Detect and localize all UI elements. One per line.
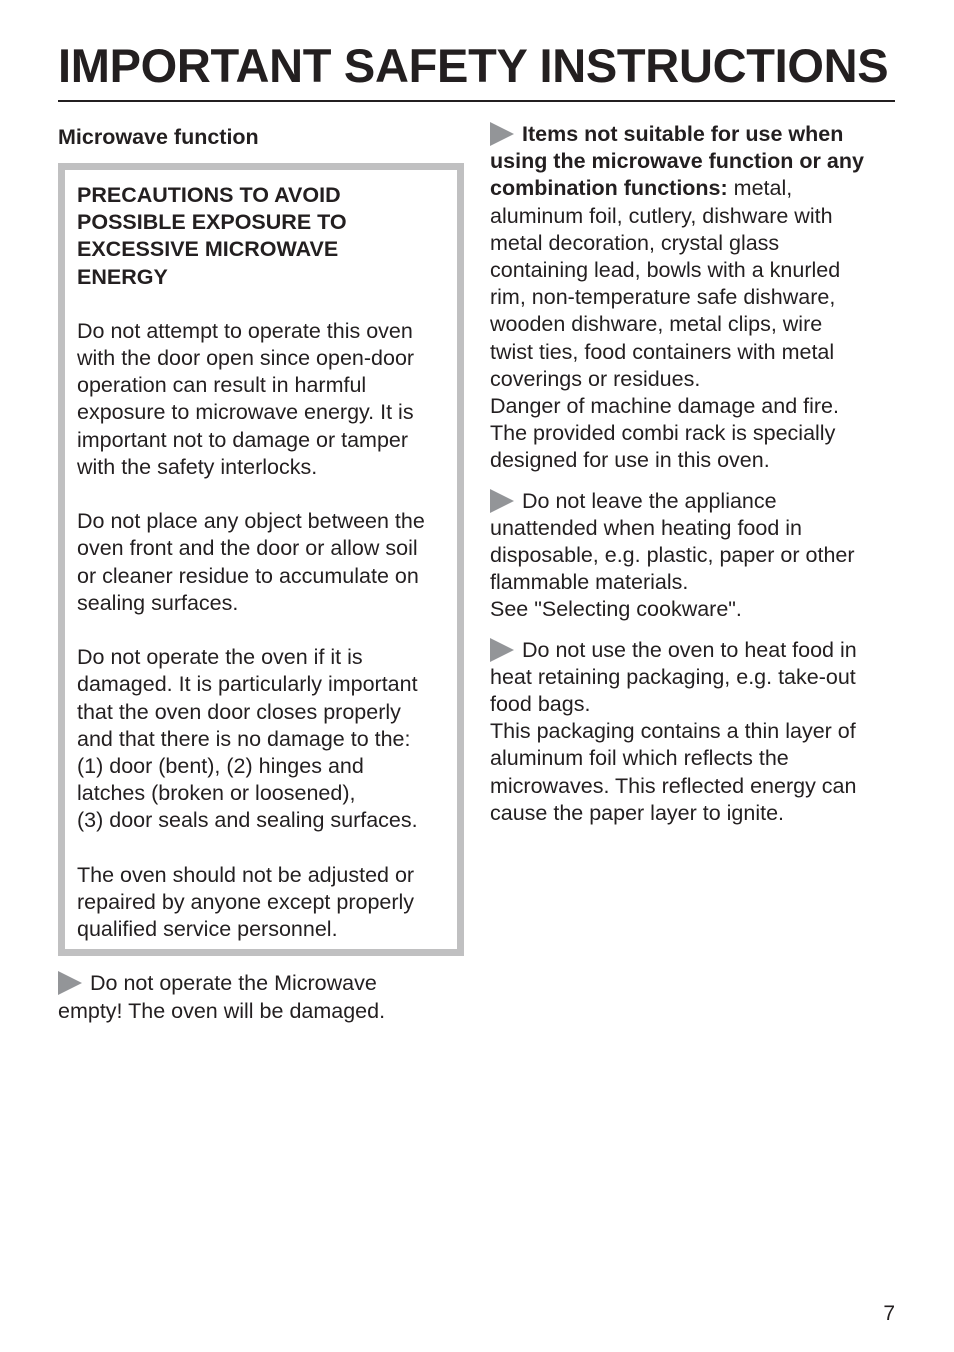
page-number: 7 (883, 1302, 895, 1325)
warning-paragraph: Do not attempt to operate this oven with the door open since open-door operation can result in harmful exposure to microwave energy. It is important not to damage or tamper with the safety interlocks. (77, 318, 415, 479)
bullet-item (490, 637, 900, 827)
bullet-text: Do not operate the Microwave empty! The oven will be damaged. (58, 971, 386, 1023)
triangle-right-icon (490, 489, 514, 513)
bullet-item (490, 488, 900, 624)
left-column (58, 121, 466, 1038)
warning-paragraph: Do not place any object between the oven front and the door or allow soil or cleaner residue to accumulate on sealing surfaces. (77, 509, 425, 615)
bullet-item (58, 970, 466, 1024)
warning-heading: PRECAUTIONS TO AVOID POSSIBLE EXPOSURE TO EXCESSIVE MICROWAVE ENERGY (77, 183, 347, 289)
triangle-right-icon (58, 971, 82, 995)
bullet-bold-lead: Items not suitable for use when using the microwave function or any combination functions: (490, 122, 864, 201)
bullet-item (490, 121, 900, 475)
bullet-text: metal, aluminum foil, cutlery, dishware with metal decoration, crystal glass containing lead, bowls with a knurled rim, non-temperature safe dishware, wooden dishware, metal clips, wire twist ties, food containers with metal coverings or residues. Danger of machine damage and fire. The provided combi rack is specially designed for use in this oven. (490, 176, 841, 473)
warning-paragraph: The oven should not be adjusted or repaired by anyone except properly qualified service personnel. (77, 862, 415, 942)
triangle-right-icon (490, 122, 514, 146)
page-title: IMPORTANT SAFETY INSTRUCTIONS (58, 39, 889, 92)
section-heading-microwave: Microwave function (58, 125, 259, 149)
triangle-right-icon (490, 638, 514, 662)
bullet-text: Do not leave the appliance unattended when heating food in disposable, e.g. plastic, paper or other flammable materials. See "Selecting cookware". (490, 488, 855, 622)
right-column (490, 121, 900, 840)
warning-paragraph: Do not operate the oven if it is damaged. It is particularly important that the oven door closes properly and that there is no damage to the: (1) door (bent), (2) hinges and latches (broken or loosened), (3) door seals and sealing surfaces. (77, 645, 418, 833)
bullet-text: Do not use the oven to heat food in heat retaining packaging, e.g. take-out food bags. This packaging contains a thin layer of aluminum foil which reflects the microwaves. This reflected energy can cause the paper layer to ignite. (490, 637, 857, 825)
title-rule (58, 100, 895, 102)
precautions-warning-box (58, 163, 464, 956)
